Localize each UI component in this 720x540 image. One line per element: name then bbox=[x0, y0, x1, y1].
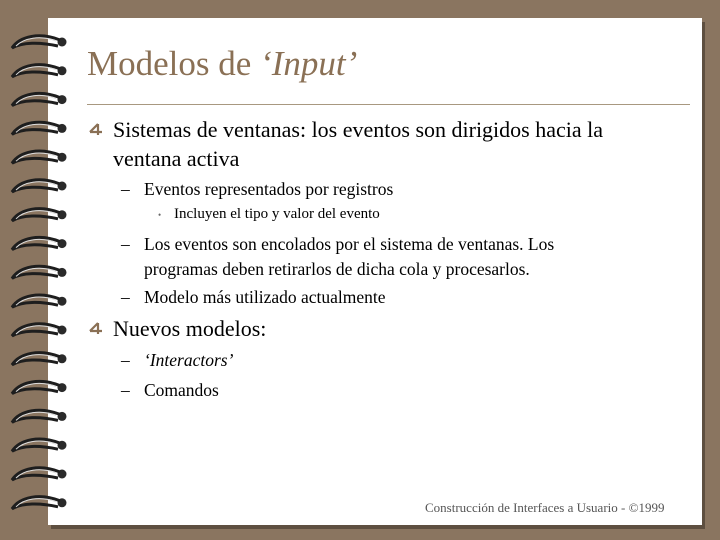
sub-bullet-dash: – bbox=[121, 380, 130, 400]
bullet-4-icon bbox=[87, 321, 105, 339]
title-text: Modelos de bbox=[87, 44, 261, 83]
spiral-binding-icon bbox=[0, 0, 80, 540]
bullet-4-icon bbox=[87, 122, 105, 140]
sub-bullet-1-2-line-1: Los eventos son encolados por el sistema de ventanas. Los bbox=[144, 234, 555, 254]
title-italic-text: ‘Input’ bbox=[260, 44, 358, 83]
sub-bullet-dash: – bbox=[121, 287, 130, 307]
sub-sub-bullet-1-1-1: Incluyen el tipo y valor del evento bbox=[174, 206, 380, 222]
sub-bullet-1-3: Modelo más utilizado actualmente bbox=[144, 287, 386, 307]
bullet-2-line-1: Nuevos modelos: bbox=[113, 316, 267, 341]
sub-bullet-1-2-line-2: programas deben retirarlos de dicha cola y procesarlos. bbox=[144, 259, 530, 279]
sub-bullet-2-2: Comandos bbox=[144, 380, 219, 400]
bullet-1-line-1: Sistemas de ventanas: los eventos son dirigidos hacia la bbox=[113, 117, 604, 142]
sub-bullet-dash: – bbox=[121, 234, 130, 254]
sub-sub-bullet-dot: • bbox=[158, 210, 162, 220]
slide-title bbox=[87, 44, 357, 84]
sub-bullet-1-1: Eventos representados por registros bbox=[144, 179, 394, 199]
bullet-1-line-2: ventana activa bbox=[113, 146, 240, 171]
sub-bullet-dash: – bbox=[121, 179, 130, 199]
slide-footer: Construcción de Interfaces a Usuario - ©1999 bbox=[425, 500, 665, 515]
sub-bullet-dash: – bbox=[121, 350, 130, 370]
title-divider bbox=[87, 104, 690, 105]
sub-bullet-2-1: ‘Interactors’ bbox=[144, 350, 234, 370]
